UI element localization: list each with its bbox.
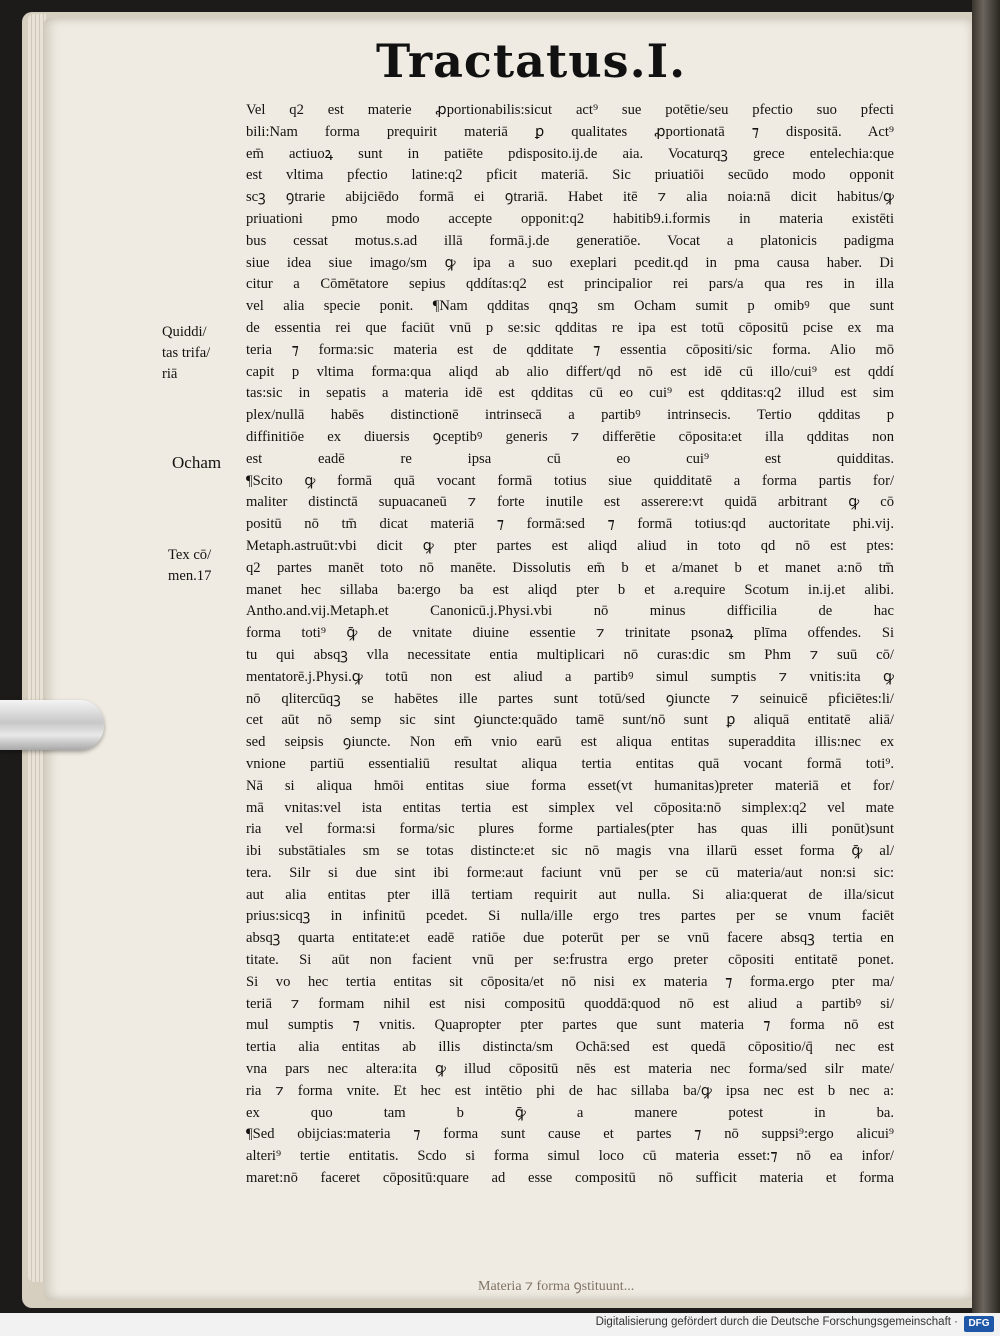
- text-line: aut alia entitas pter illā tertiam requirit aut nulla. Si alia:querat de illa/sicut: [246, 886, 894, 903]
- text-line: forma toti⁹ ꝙ̄ de vnitate diuine essentie ⁊ trinitate psonaꝝ plīma offendes. Si: [246, 625, 894, 642]
- margin-note-line: Tex cō/: [168, 547, 212, 563]
- text-line: mentatorē.j.Physi.ꝙ totū non est aliud a partibꝰ simul sumptis ⁊ vnitis:ita ꝙ: [246, 668, 894, 685]
- text-line: diffinitiōe ex diuersis ꝯceptibꝰ generis ⁊ differētie cōposita:et illa qdditas non: [246, 428, 894, 445]
- text-line: mul sumptis ⁊ vnitis. Quapropter pter partes que sunt materia ⁊ forma nō est: [246, 1017, 894, 1034]
- margin-note-line: Ocham: [172, 453, 222, 472]
- footer-credit: Digitalisierung gefördert durch die Deutsche Forschungsgemeinschaft ·: [595, 1316, 958, 1328]
- text-line: teria ⁊ forma:sic materia est de qdditate ⁊ essentia cōpositi/sic forma. Alio mō: [246, 341, 894, 358]
- text-line: titate. Si aūt non facient vnū per se:frustra ergo preter cōpositi entitatē ponet.: [246, 952, 894, 969]
- text-line: est eadē re ipsa cū eo cui⁹ est quidditas.: [246, 450, 894, 467]
- text-line: ria vel forma:si forma/sic plures forme partiales(pter has quas illi ponūt)sunt: [246, 821, 894, 838]
- text-line: em̄ actiuoꝝ sunt in patiēte pdisposito.ij.de aia. Vocaturqꝫ grece entelechia:que: [246, 145, 894, 162]
- text-line: teriā ⁊ formam nihil est nisi compositū quoddā:quod nō est aliud a partibꝰ si/: [246, 995, 894, 1012]
- text-line: q2 partes manēt toto nō manēte. Dissolutis em̄ b et a/manet b et manet a:nō tm̄: [246, 559, 894, 576]
- footer-bar: [0, 1313, 1000, 1336]
- text-line: priuationi pmo modo accepte opponit:q2 habitib9.i.formis in materia existēti: [246, 210, 894, 227]
- text-line: alteri⁹ tertie entitatis. Scdo si forma simul loco cū materia esset:⁊ nō ea infor/: [246, 1148, 894, 1165]
- text-line: Metaph.astruūt:vbi dicit ꝙ pter partes est aliqd aliud in toto qd nō est ptes:: [246, 537, 894, 554]
- text-line: Si vo hec tertia entitas sit cōposita/et nō nisi ex materia ⁊ forma.ergo pter ma/: [246, 973, 894, 990]
- margin-note-line: Quiddi/: [162, 324, 207, 340]
- margin-note-tex-com: [168, 545, 211, 587]
- text-line: ¶Sed obijcias:materia ⁊ forma sunt cause et partes ⁊ nō suppsi⁹:ergo alicui⁹: [246, 1126, 894, 1143]
- text-line: manet hec sillaba ba:ergo ba est aliqd pter b et a.require Scotum in.ij.et alibi.: [246, 581, 894, 598]
- text-line: citur a Cōmētatore sepius qddítas:q2 est principalior rei pars/a qua res in illa: [246, 276, 894, 293]
- text-line: ex quo tam b ꝙ̄ a manere potest in ba.: [246, 1104, 894, 1121]
- text-line: positū nō tm̄ dicat materiā ⁊ formā:sed ⁊ formā totius:qd auctoritate phi.vij.: [246, 516, 894, 533]
- text-line: plex/nullā habēs distinctionē intrinsecā a partibꝰ intrinsecis. Tertio qdditas p: [246, 407, 894, 424]
- page-clip: [0, 700, 104, 750]
- dfg-logo: DFG: [964, 1316, 994, 1332]
- text-line: ria ⁊ forma vnite. Et hec est intētio phi de hac sillaba ba/ꝙ ipsa nec est b nec a:: [246, 1082, 894, 1099]
- text-line: nō qlitercūqꝫ se habētes ille partes sunt totū/sed ꝯiuncte ⁊ seinuicē pficiētes:li/: [246, 690, 894, 707]
- text-line: Antho.and.vij.Metaph.et Canonicū.j.Physi.vbi nō minus difficilia de hac: [246, 603, 894, 620]
- margin-note-line: tas trifa/: [162, 345, 211, 361]
- text-line: bili:Nam forma prequirit materiā ꝑ qualitates ꝓportionatā ⁊ dispositā. Act⁹: [246, 123, 894, 140]
- margin-note-quidditas: [162, 322, 210, 385]
- text-line: maliter distinctā supuacaneū ⁊ forte inutile est asserere:vt quidā arbitrant ꝙ cō: [246, 494, 894, 511]
- text-line: vel alia specie ponit. ¶Nam qdditas qnqꝫ sm Ocham sumit p omibꝰ que sunt: [246, 298, 894, 315]
- text-line: absqꝫ quarta entitate:et eadē ratiōe due poterūt per se vnū facere absqꝫ tertia en: [246, 930, 894, 947]
- text-line: scꝫ ꝯtrarie abijciēdo formā ei ꝯtrariā. Habet itē ⁊ alia noia:nā dicit habitus/ꝙ: [246, 189, 894, 206]
- text-line: vna pars nec altera:ita ꝙ illud cōpositū nēs est materia nec forma/sed silr mate/: [246, 1061, 894, 1078]
- text-line: ¶Scito ꝙ formā quā vocant formā totius siue quidditatē a forma partis for/: [246, 472, 894, 489]
- margin-note-line: riā: [162, 366, 178, 382]
- text-line: sed seipsis ꝯiuncte. Non em̄ vnio earū est aliqua entitas superaddita illis:nec ex: [246, 734, 894, 751]
- margin-note-line: men.17: [168, 568, 212, 584]
- book-spine: [972, 0, 1000, 1313]
- text-line: cet aūt nō semp sic sint ꝯiuncte:quādo tamē sunt/nō sunt ꝑ aliquā entitatē aliā/: [246, 712, 894, 729]
- text-line: Nā si aliqua hmōi entitas siue forma esset(vt humanitas)preter materiā et for/: [246, 777, 894, 794]
- text-line: tertia alia entitas ab illis distincta/sm Ochā:sed est quedā cōpositio/q̄ nec est: [246, 1039, 894, 1056]
- text-line: tu qui absqꝫ vlla necessitate entia multiplicari nō curas:dic sm Phm ⁊ suū cō/: [246, 646, 894, 663]
- text-line: siue idea siue imago/sm ꝙ ipa a suo exeplari pcedit.qd in pma causa haber. Di: [246, 254, 894, 271]
- text-line: vnione partiū essentialiū resultat aliqua tertia entitas quā vocant formā toti⁹.: [246, 755, 894, 772]
- text-line: de essentia rei que faciūt vnū p se:sic qdditas re ipa est totū cōpositū pcise ex ma: [246, 319, 894, 336]
- text-line: est vltima pfectio latine:q2 pficit materiā. Sic priuatiōi secūdo modo opponit: [246, 167, 894, 184]
- body-text: [246, 100, 894, 1190]
- text-line: tas:sic in sepatis a materia idē est qdditas cū eo cui⁹ est qdditas:q2 illud est sim: [246, 385, 894, 402]
- text-line: capit p vltima forma:qua aliqd ab alio differt/qd nō est idē cū illo/cui⁹ est qddí: [246, 363, 894, 380]
- text-line: prius:sicqꝫ in infinitū pcedet. Si nulla/ille ergo tres partes per se vnum faciēt: [246, 908, 894, 925]
- page-heading: Tractatus.I.: [376, 34, 687, 88]
- text-line: tera. Silr si due sint ibi forme:aut faciunt vnū per se cū materia/aut non:si sic:: [246, 864, 894, 881]
- text-line: Vel q2 est materie ꝓportionabilis:sicut act⁹ sue potētie/seu pfectio suo pfecti: [246, 102, 894, 118]
- margin-note-ocham: [172, 452, 221, 473]
- bottom-catchword: Materia ⁊ forma ꝯstituunt...: [478, 1279, 635, 1294]
- text-line: mā vnitas:vel ista entitas tertia est simplex vel cōposita:nō simplex:q2 vel mate: [246, 799, 894, 816]
- text-line: ibi substātiales sm se totas distincte:et sic nō magis vna illarū esset forma ꝙ̄ al/: [246, 843, 894, 860]
- text-line: bus cessat motus.s.ad illā formā.j.de generatiōe. Vocat a platonicis padigma: [246, 232, 894, 249]
- text-line: maret:nō faceret cōpositū:quare ad esse compositū nō sufficit materia et forma: [246, 1170, 894, 1187]
